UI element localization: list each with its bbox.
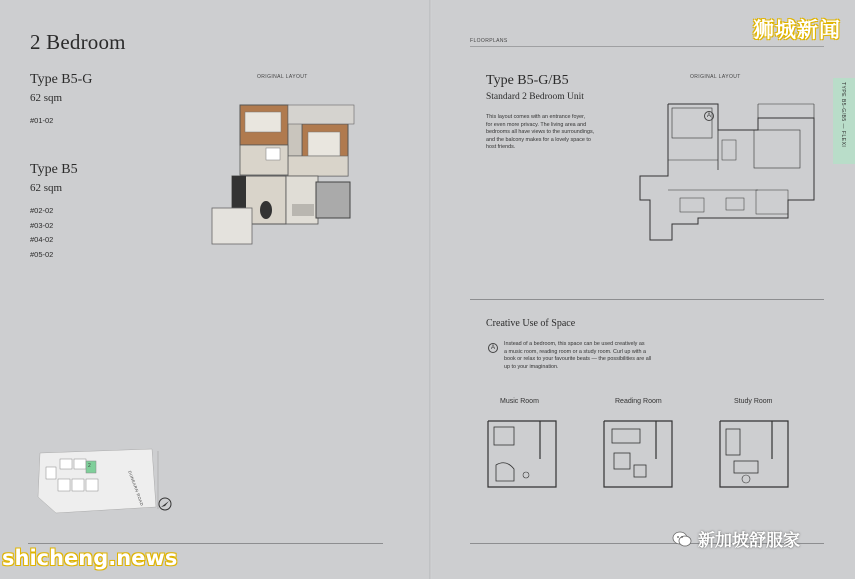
creative-description	[504, 341, 714, 371]
side-tab-label: TYPE B5-G/B5 — FLEXI	[840, 82, 846, 148]
wechat-icon	[672, 530, 692, 548]
unit-number: #01-02	[30, 116, 54, 125]
section-side-tab	[833, 78, 855, 164]
section-header: FLOORPLANS	[470, 38, 508, 44]
wechat-account-name: 新加坡舒服家	[698, 531, 800, 551]
type-name: Type B5-G/B5	[486, 73, 569, 88]
description-line: and the balcony makes for a lovely space to	[486, 136, 591, 143]
layout-caption: ORIGINAL LAYOUT	[257, 74, 308, 80]
music-room-plan	[486, 419, 558, 489]
unit-subtitle: Standard 2 Bedroom Unit	[486, 92, 584, 102]
road-label: DUNEARN ROAD	[127, 470, 145, 507]
flexi-marker-icon: A	[704, 111, 714, 121]
description-line: for even more privacy. The living area and	[486, 121, 587, 128]
unit-number: #02-02	[30, 206, 54, 215]
wechat-badge	[672, 526, 800, 551]
description-line: bedrooms all have views to the surroundings,	[486, 129, 595, 136]
site-key-plan	[32, 447, 182, 527]
creative-line: book or relax to your favourite beats — the possibilities are all	[504, 356, 652, 363]
room-label-music: Music Room	[500, 398, 539, 405]
watermark-bottom-left: shicheng.news	[2, 546, 178, 570]
section-divider	[470, 299, 824, 300]
description-line: This layout comes with an entrance foyer,	[486, 114, 586, 120]
unit-number: #03-02	[30, 221, 54, 230]
footer-rule	[28, 543, 383, 544]
type-b5g-size: 62 sqm	[30, 92, 63, 104]
colored-floor-plan	[210, 100, 362, 248]
layout-caption: ORIGINAL LAYOUT	[690, 74, 741, 80]
type-b5g-name: Type B5-G	[30, 72, 93, 87]
creative-line: Instead of a bedroom, this space can be used creatively as	[504, 341, 645, 347]
type-b5-size: 62 sqm	[30, 182, 63, 194]
header-rule	[470, 46, 824, 47]
unit-number: #04-02	[30, 235, 54, 244]
creative-marker-icon: A	[488, 343, 498, 353]
creative-line: a music room, reading room or a study room. Curl up with a	[504, 348, 647, 355]
right-page	[432, 0, 855, 579]
creative-title: Creative Use of Space	[486, 318, 576, 329]
north-arrow-icon	[158, 497, 172, 511]
type-b5-name: Type B5	[30, 162, 78, 177]
site-highlight-unit-label: 2	[88, 463, 92, 469]
reading-room-plan	[602, 419, 674, 489]
room-label-reading: Reading Room	[615, 398, 662, 405]
watermark-top-right: 狮城新闻	[753, 18, 841, 42]
page-title: 2 Bedroom	[30, 30, 126, 54]
layout-description	[486, 114, 626, 152]
unit-number: #05-02	[30, 250, 54, 259]
description-line: host friends.	[486, 144, 516, 151]
room-label-study: Study Room	[734, 398, 773, 405]
study-room-plan	[718, 419, 790, 489]
creative-line: up to your imagination.	[504, 363, 559, 370]
line-floor-plan	[638, 100, 822, 246]
